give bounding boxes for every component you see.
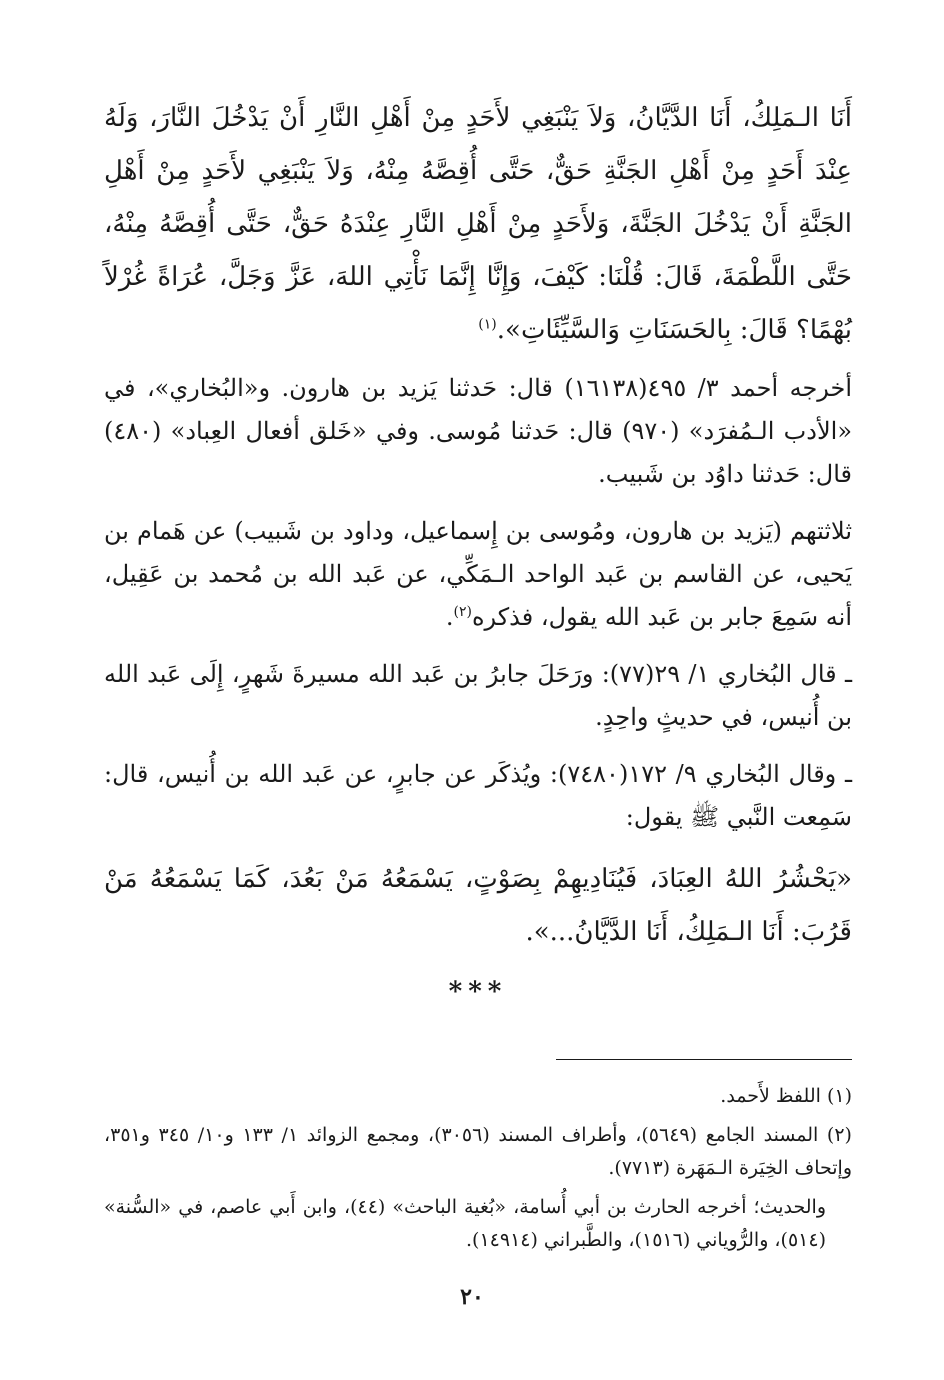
footnote-2: (٢) المسند الجامع (٥٦٤٩)، وأطراف المسند (٣٠٥٦)، ومجمع الزوائد ١/ ١٣٣ و١٠/ ٣٤٥ و٣٥١، وإتحاف الخِيَرة الـمَهَرة (٧٧١٣). xyxy=(104,1124,852,1179)
hadith-quote: «يَحْشُرُ اللهُ العِبَادَ، فَيُنَادِيهِمْ بِصَوْتٍ، يَسْمَعُهُ مَنْ بَعُدَ، كَمَا يَسْمَعُهُ مَنْ قَرُبَ: أَنَا الـمَلِكُ، أَنَا الدَّيَّانُ...». xyxy=(104,864,852,947)
footnote-divider xyxy=(556,1059,852,1060)
footnotes xyxy=(104,1080,852,1263)
section-separator: *** xyxy=(448,977,508,1007)
bukhari-note-1: ـ قال البُخاري ١/ ٢٩(٧٧): ورَحَلَ جابرُ بن عَبد الله مسيرةَ شَهرٍ، إِلَى عَبد الله بن أُنيس، في حديثٍ واحِدٍ. xyxy=(104,660,853,731)
takhrij-paragraph: أخرجه أحمد ٣/ ٤٩٥(١٦١٣٨) قال: حَدثنا يَزيد بن هارون. و«البُخاري»، في «الأدب الـمُفرَد» (٩٧٠) قال: حَدثنا مُوسى. وفي «خَلق أفعال العِباد» (٤٨٠) قال: حَدثنا داوُد بن شَبيب. xyxy=(104,374,853,488)
bukhari-note-2: ـ وقال البُخاري ٩/ ١٧٢(٧٤٨٠): ويُذكَر عن جابرٍ، عن عَبد الله بن أُنيس، قال: سَمِعت النَّبي ﷺ يقول: xyxy=(104,760,852,831)
footnote-ref-2[interactable]: (٢) xyxy=(453,604,472,620)
isnad-text: ثلاثتهم (يَزيد بن هارون، ومُوسى بن إِسماعيل، وداود بن شَبيب) عن هَمام بن يَحيى، عن القاسم بن عَبد الواحد الـمَكِّي، عن عَبد الله بن مُحمد بن عَقِيل، أنه سَمِعَ جابر بن عَبد الله يقول، فذكره xyxy=(104,517,853,631)
footnote-2-continued: والحديث؛ أخرجه الحارث بن أبي أُسامة، «بُغية الباحث» (٤٤)، وابن أَبي عاصم، في «السُّنة» (٥١٤)، والرُّوياني (١٥١٦)، والطَّبراني (١٤٩١٤). xyxy=(104,1196,826,1251)
page-number: ٢٠ xyxy=(460,1284,484,1310)
hadith-text xyxy=(104,92,852,357)
hadith-text-body: أَنَا الـمَلِكُ، أَنَا الدَّيَّانُ، وَلاَ يَنْبَغِي لأَحَدٍ مِنْ أَهْلِ النَّارِ أَنْ يَدْخُلَ النَّارَ، وَلَهُ عِنْدَ أَحَدٍ مِنْ أَهْلِ الجَنَّةِ حَقٌّ، حَتَّى أُقِصَّهُ مِنْهُ، وَلاَ يَنْبَغِي لأَحَدٍ مِنْ أَهْلِ الجَنَّةِ أَنْ يَدْخُلَ الجَنَّةَ، وَلأَحَدٍ مِنْ أَهْلِ النَّارِ عِنْدَهُ حَقٌّ، حَتَّى أُقِصَّهُ مِنْهُ، حَتَّى اللَّطْمَةَ، قَالَ: قُلْنَا: كَيْفَ، وَإِنَّا إِنَّمَا نَأْتِي اللهَ، عَزَّ وَجَلَّ، عُرَاةً غُرْلاً بُهْمًا؟ قَالَ: بِالحَسَنَاتِ وَالسَّيِّئَاتِ». xyxy=(104,103,852,345)
footnote-1: (١) اللفظ لأَحمد. xyxy=(720,1085,852,1107)
isnad-paragraph xyxy=(104,510,852,639)
footnote-ref-1[interactable]: (١) xyxy=(478,316,497,333)
page-body xyxy=(104,92,852,1007)
isnad-end: . xyxy=(445,603,454,631)
